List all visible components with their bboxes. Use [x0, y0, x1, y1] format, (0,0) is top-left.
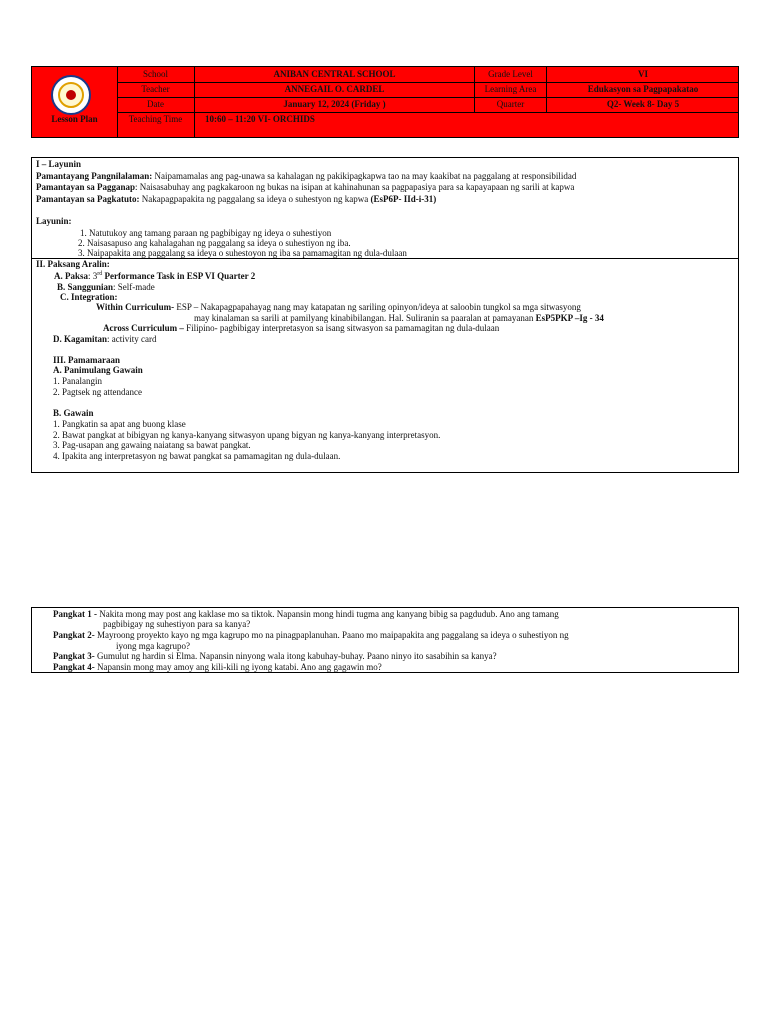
lesson-plan-header	[31, 66, 739, 138]
pamantayan-sa-pagkatuto: Pamantayan sa Pagkatuto: Nakapagpapakita ng paggalang sa ideya o suhestyon ng kapwa (EsP6P- IId-i-31)	[36, 194, 437, 204]
panimulang-item: 1. Panalangin	[53, 376, 102, 386]
pangkat-2-cont: iyong mga kagrupo?	[116, 641, 190, 651]
pangkat-box	[31, 607, 739, 673]
pamantayan-sa-pagganap: Pamantayan sa Pagganap: Naisasabuhay ang pagkakaroon ng bukas na isipan at kahinahunan sa pagpapasiya para sa kapayapaan ng sarili at kapwa	[36, 182, 575, 192]
pangkat-3: Pangkat 3- Gumulut ng hardin si Elma. Napansin ninyong wala itong kabuhay-buhay. Paano ninyo ito sasabihin sa kanya?	[53, 651, 497, 661]
layunin-heading: I – Layunin	[36, 159, 82, 169]
lesson-body	[31, 157, 739, 473]
within-curriculum-cont: may kinalaman sa sarili at pamilyang kinabibilangan. Hal. Suliranin sa paaralan at pamayanan EsP5PKP –Ig - 34	[194, 313, 604, 323]
logo-cell	[32, 67, 118, 137]
layunin-item: 1. Natutukoy ang tamang paraan ng pagbibigay ng ideya o suhestiyon	[80, 228, 332, 238]
layunin-item: 2. Naisasapuso ang kahalagahan ng paggalang sa ideya o suhestiyon ng iba.	[78, 238, 351, 248]
gawain-heading: B. Gawain	[53, 408, 94, 418]
learning-area-label: Learning Area	[475, 82, 547, 97]
quarter-label: Quarter	[475, 97, 547, 112]
panimulang-item: 2. Pagtsek ng attendance	[53, 387, 142, 397]
learning-area-value: Edukasyon sa Pagpapakatao	[587, 84, 699, 94]
header-row-school	[117, 67, 738, 83]
teacher-label: Teacher	[117, 82, 195, 97]
across-curriculum: Across Curriculum – Filipino- pagbibigay interpretasyon sa isang sitwasyon sa pamamagitan ng dula-dulaan	[103, 323, 500, 333]
teacher-value: ANNEGAIL O. CARDEL	[195, 82, 475, 97]
gawain-item: 2. Bawat pangkat at bibigyan ng kanya-kanyang sitwasyon upang bigyan ng kanya-kanyang interpretasyon.	[53, 430, 441, 440]
school-value: ANIBAN CENTRAL SCHOOL	[195, 67, 475, 82]
gawain-item: 4. Ipakita ang interpretasyon ng bawat pangkat sa pamamagitan ng dula-dulaan.	[53, 451, 341, 461]
date-value: January 12, 2024 (Friday )	[195, 97, 475, 112]
school-label: School	[117, 67, 195, 82]
pangkat-2: Pangkat 2- Mayroong proyekto kayo ng mga kagrupo mo na pinagpaplanuhan. Paano mo maipapakita ang paggalang sa ideya o suhestiyon ng	[53, 630, 569, 640]
date-label: Date	[117, 97, 195, 112]
pamamaraan-heading: III. Pamamaraan	[53, 355, 120, 365]
gawain-item: 1. Pangkatin sa apat ang buong klase	[53, 419, 186, 429]
sanggunian: B. Sanggunian: Self-made	[57, 282, 155, 292]
header-row-date	[117, 97, 738, 113]
quarter-value: Q2- Week 8- Day 5	[606, 99, 680, 109]
grade-level-label: Grade Level	[475, 67, 547, 82]
layunin-item: 3. Naipapakita ang paggalang sa ideya o suhestoyon ng iba sa pamamagitan ng dula-dulaan	[78, 248, 407, 258]
within-curriculum: Within Curriculum- ESP – Nakapagpapahayag nang may katapatan ng sariling opinyon/ideya at saloobin tungkol sa mga sitwasyong	[96, 302, 581, 312]
pamantayang-pangnilalaman: Pamantayang Pangnilalaman: Naipamamalas ang pag-unawa sa kahalagan ng pakikipagkapwa tao na may kaakibat na paggalang at responsibilidad	[36, 171, 577, 181]
integration-heading: C. Integration:	[60, 292, 118, 302]
section-divider	[32, 258, 738, 259]
school-seal-icon	[51, 75, 91, 115]
lesson-plan-label: Lesson Plan	[51, 114, 98, 124]
header-row-teacher	[117, 82, 738, 98]
grade-level-value: VI	[637, 69, 648, 79]
teaching-time-value: 10:60 – 11:20 VI- ORCHIDS	[205, 114, 315, 124]
gawain-item: 3. Pag-usapan ang gawaing naiatang sa bawat pangkat.	[53, 440, 251, 450]
layunin-subheading: Layunin:	[36, 216, 72, 226]
teaching-time-label: Teaching Time	[117, 112, 195, 137]
pangkat-1: Pangkat 1 - Nakita mong may post ang kaklase mo sa tiktok. Napansin mong hindi tugma ang kanyang bibig sa pagdudub. Ano ang tamang	[53, 609, 559, 619]
paksang-aralin-heading: II. Paksang Aralin:	[36, 259, 110, 269]
pangkat-1-cont: pagbibigay ng suhestiyon para sa kanya?	[103, 619, 251, 629]
pangkat-4: Pangkat 4- Napansin mong may amoy ang kili-kili ng iyong katabi. Ano ang gagawin mo?	[53, 662, 382, 672]
paksa: A. Paksa: 3rd Performance Task in ESP VI Quarter 2	[54, 271, 256, 281]
panimulang-gawain-heading: A. Panimulang Gawain	[53, 365, 143, 375]
kagamitan: D. Kagamitan: activity card	[53, 334, 157, 344]
